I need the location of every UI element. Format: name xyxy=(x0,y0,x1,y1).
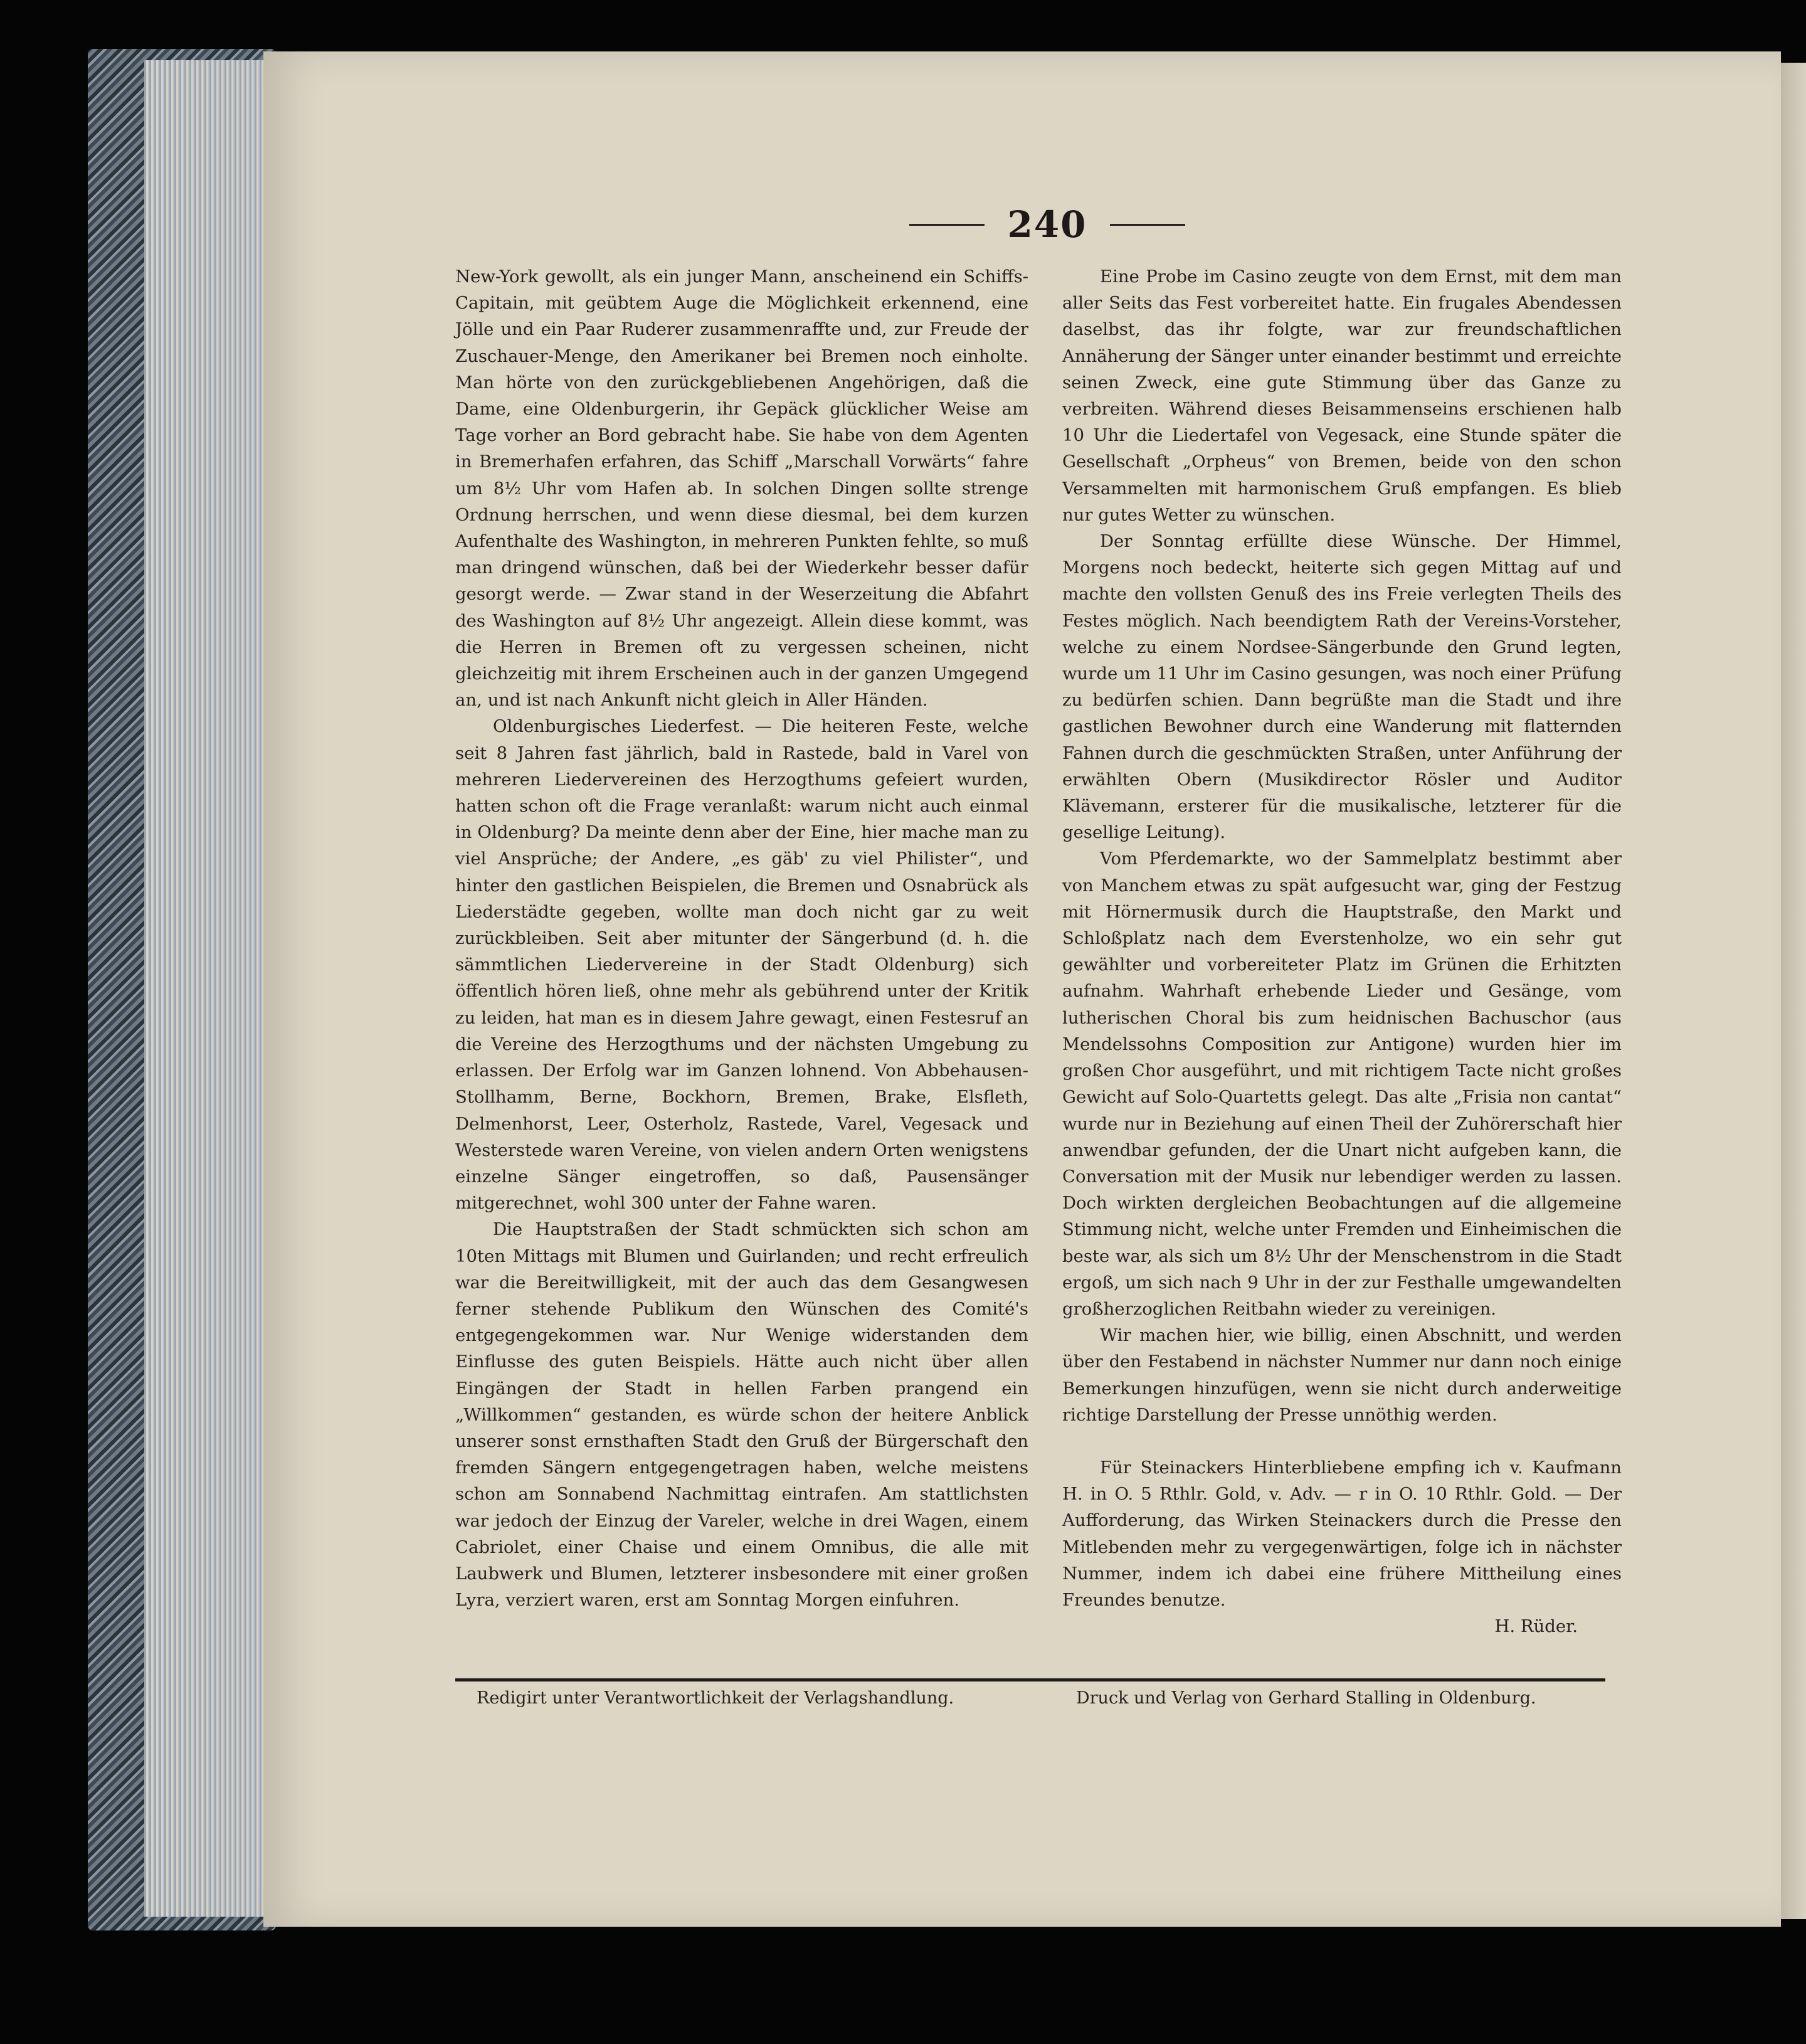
footer-rule xyxy=(455,1678,1605,1681)
paragraph: Der Sonntag erfüllte diese Wünsche. Der Himmel, Morgens noch bedeckt, heiterte sich gegen Mittag auf und machte den vollsten Genuß des ins Freie verlegten Theils des Festes möglich. Nach beendigtem Rath der Vereins-Vorsteher, welche zu einem Nordsee-Sängerbunde den Grund legten, wurde um 11 Uhr im Casino gesungen, was noch einer Prüfung zu bedürfen schien. Dann begrüßte man die Stadt und ihre gastlichen Bewohner durch eine Wanderung mit flatternden Fahnen durch die geschmückten Straßen, unter Anführung der erwählten Obern (Musikdirector Rösler und Auditor Klävemann, ersterer für die musikalische, letzterer für die gesellige Leitung). xyxy=(1062,531,1622,843)
left-column xyxy=(455,263,1028,1613)
footer-editor-note: Redigirt unter Verantwortlichkeit der Verlagshandlung. xyxy=(477,1688,954,1708)
header-rule-right xyxy=(1110,224,1185,226)
paragraph: Vom Pferdemarkte, wo der Sammelplatz bestimmt aber von Manchem etwas zu spät aufgesucht war, ging der Festzug mit Hörnermusik durch die Hauptstraße, den Markt und Schloßplatz nach dem Everstenholze, wo ein sehr gut gewählter und vorbereiteter Platz im Grünen die Erhitzten aufnahm. Wahrhaft erhebende Lieder und Gesänge, vom lutherischen Choral bis zum heidnischen Bachuschor (aus Mendelssohns Composition zur Antigone) wurden hier im großen Chor ausgeführt, und mit richtigem Tacte nicht großes Gewicht auf Solo-Quartetts gelegt. Das alte „Frisia non cantat“ wurde nur in Beziehung auf einen Theil der Zuhörerschaft hier anwendbar gefunden, der die Unart nicht aufgeben kann, die Conversation mit der Musik nur lebendiger werden zu lassen. Doch wirkten dergleichen Beobachtungen auf die allgemeine Stimmung nicht, welche unter Fremden und Einheimischen die beste war, als sich um 8½ Uhr der Menschenstrom in die Stadt ergoß, um sich nach 9 Uhr in der zur Festhalle umgewandelten großherzoglichen Reitbahn wieder zu vereinigen. xyxy=(1062,849,1622,1319)
paragraph: Wir machen hier, wie billig, einen Abschnitt, und werden über den Festabend in nächster Nummer nur dann noch einige Bemerkungen hinzufügen, wenn sie nicht durch anderweitige richtige Darstellung der Presse unnöthig werden. xyxy=(1062,1325,1622,1425)
notice-paragraph: Für Steinackers Hinterbliebene empfing ich v. Kaufmann H. in O. 5 Rthlr. Gold, v. Adv. — r in O. 10 Rthlr. Gold. — Der Aufforderung, das Wirken Steinackers durch die Presse den Mitlebenden mehr zu vergegenwärtigen, folge ich in nächster Nummer, indem ich dabei eine frühere Mittheilung eines Freundes benutze. xyxy=(1062,1457,1622,1610)
paragraph: Die Hauptstraßen der Stadt schmückten sich schon am 10ten Mittags mit Blumen und Guirlanden; und recht erfreulich war die Bereitwilligkeit, mit der auch das dem Gesangwesen ferner stehende Publikum den Wünschen des Comité's entgegengekommen war. Nur Wenige widerstanden dem Einflusse des guten Beispiels. Hätte auch nicht über allen Eingängen der Stadt in hellen Farben prangend ein „Willkommen“ gestanden, es würde schon der heitere Anblick unserer sonst ernsthaften Stadt den Gruß der Bürgerschaft den fremden Sängern entgegengetragen haben, welche meistens schon am Sonnabend Nachmittag eintrafen. Am stattlichsten war jedoch der Einzug der Vareler, welche in drei Wagen, einem Cabriolet, einer Chaise und einem Omnibus, die alle mit Laubwerk und Blumen, letzterer insbesondere mit einer großen Lyra, verziert waren, erst am Sonntag Morgen einfuhren. xyxy=(455,1219,1028,1611)
page-stack-edge xyxy=(144,60,270,1917)
header-rule-left xyxy=(909,224,985,226)
page-number: 240 xyxy=(1007,203,1087,246)
paragraph: Eine Probe im Casino zeugte von dem Ernst, mit dem man aller Seits das Fest vorbereitet hatte. Ein frugales Abendessen daselbst, das ihr folgte, war zur freundschaftlichen Annäherung der Sänger unter einander bestimmt und erreichte seinen Zweck, eine gute Stimmung über das Ganze zu verbreiten. Während dieses Beisammenseins erschienen halb 10 Uhr die Liedertafel von Vegesack, eine Stunde später die Gesellschaft „Orpheus“ von Bremen, beide von den schon Versammelten mit harmonischem Gruß empfangen. Es blieb nur gutes Wetter zu wünschen. xyxy=(1062,267,1622,525)
paragraph: New-York gewollt, als ein junger Mann, anscheinend ein Schiffs-Capitain, mit geübtem Auge die Möglichkeit erkennend, eine Jölle und ein Paar Ruderer zusammenraffte und, zur Freude der Zuschauer-Menge, den Amerikaner bei Bremen noch einholte. Man hörte von den zurückgebliebenen Angehörigen, daß die Dame, eine Oldenburgerin, ihr Gepäck glücklicher Weise am Tage vorher an Bord gebracht habe. Sie habe von dem Agenten in Bremerhafen erfahren, das Schiff „Marschall Vorwärts“ fahre um 8½ Uhr vom Hafen ab. In solchen Dingen sollte strenge Ordnung herrschen, und wenn diese diesmal, bei dem kurzen Aufenthalte des Washington, in mehreren Punkten fehlte, so muß man dringend wünschen, daß bei der Wiederkehr besser dafür gesorgt werde. — Zwar stand in der Weserzeitung die Abfahrt des Washington auf 8½ Uhr angezeigt. Allein diese kommt, was die Herren in Bremen oft zu vergessen scheinen, nicht gleichzeitig mit ihrem Erscheinen auch in der ganzen Umgegend an, und ist nach Ankunft nicht gleich in Aller Händen. xyxy=(455,267,1028,711)
paragraph: Oldenburgisches Liederfest. — Die heiteren Feste, welche seit 8 Jahren fast jährlich, bald in Rastede, bald in Varel von mehreren Liedervereinen des Herzogthums gefeiert wurden, hatten schon oft die Frage veranlaßt: warum nicht auch einmal in Oldenburg? Da meinte denn aber der Eine, hier mache man zu viel Ansprüche; der Andere, „es gäb' zu viel Philister“, und hinter den gastlichen Beispielen, die Bremen und Osnabrück als Liederstädte gegeben, wollte man doch nicht gar zu weit zurückbleiben. Seit aber mitunter der Sängerbund (d. h. die sämmtlichen Liedervereine in der Stadt Oldenburg) sich öffentlich hören ließ, ohne mehr als gebührend unter der Kritik zu leiden, hat man es in diesem Jahre gewagt, einen Festesruf an die Vereine des Herzogthums und der nächsten Umgebung zu erlassen. Der Erfolg war im Ganzen lohnend. Von Abbehausen-Stollhamm, Berne, Bockhorn, Bremen, Brake, Elsfleth, Delmenhorst, Leer, Osterholz, Rastede, Varel, Vegesack und Westerstede waren Vereine, von vielen andern Orten wenigstens einzelne Sänger eingetroffen, so daß, Pausensänger mitgerechnet, wohl 300 unter der Fahne waren. xyxy=(455,716,1028,1214)
page-header xyxy=(878,199,1217,250)
signature: H. Rüder. xyxy=(1494,1616,1578,1637)
next-page-edge xyxy=(1781,63,1806,1919)
right-column xyxy=(1062,263,1622,1639)
footer-publisher-note: Druck und Verlag von Gerhard Stalling in Oldenburg. xyxy=(1076,1688,1536,1708)
